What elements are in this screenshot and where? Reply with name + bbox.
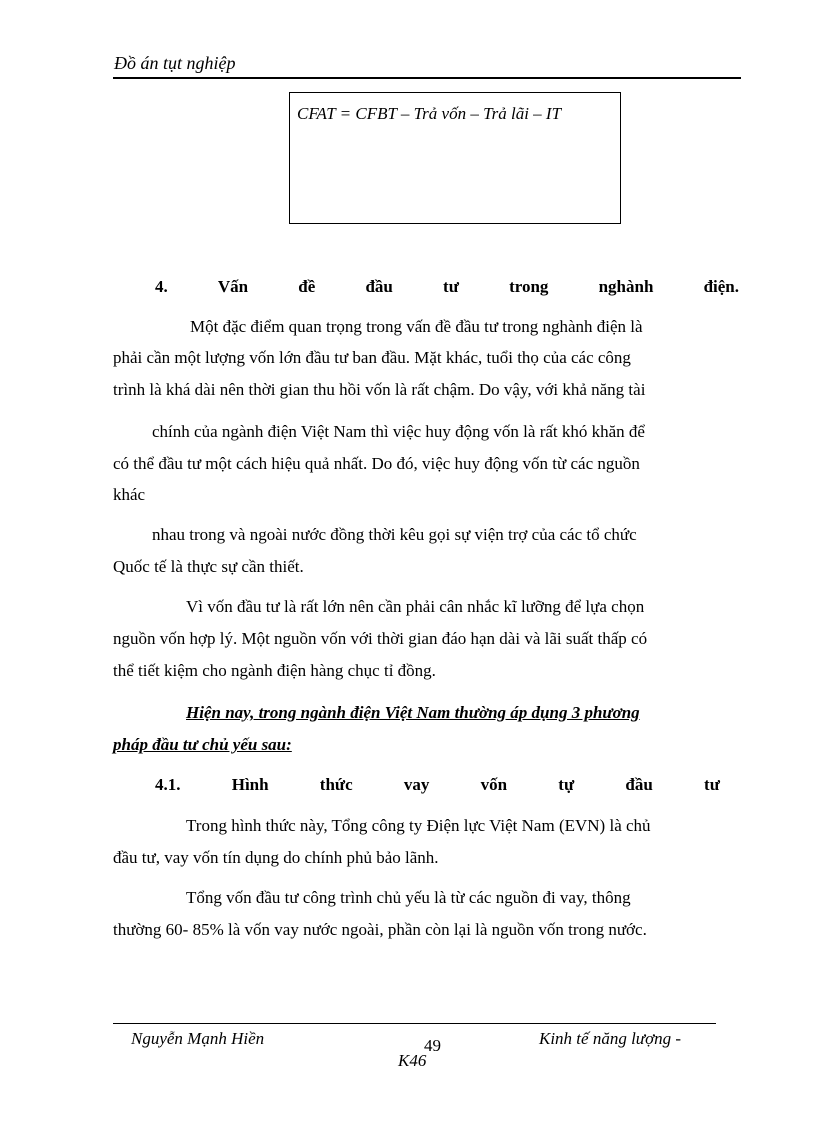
heading-word: trong [509,277,549,296]
paragraph-line: phải cần một lượng vốn lớn đầu tư ban đầu. Mặt khác, tuổi thọ của các công [113,348,631,367]
heading-word: tự [558,775,575,794]
highlight-line: pháp đầu tư chủ yếu sau: [113,735,292,754]
heading-word: đầu [365,277,393,296]
heading-word: nghành [598,277,654,296]
heading-word: điện. [703,277,739,296]
paragraph-line: thể tiết kiệm cho ngành điện hàng chục tỉ đồng. [113,661,436,680]
heading-word: đề [298,277,316,296]
paragraph-line: Một đặc điểm quan trọng trong vấn đề đầu tư trong nghành điện là [190,317,643,336]
paragraph-line: thường 60- 85% là vốn vay nước ngoài, phần còn lại là nguồn vốn trong nước. [113,920,647,939]
paragraph-line: Vì vốn đầu tư là rất lớn nên cần phải cân nhắc kĩ lưỡng để lựa chọn [186,597,645,616]
highlight-line: Hiện nay, trong ngành điện Việt Nam thường áp dụng 3 phương [186,703,640,722]
heading-word: đầu [625,775,653,794]
paragraph-line: có thể đầu tư một cách hiệu quả nhất. Do đó, việc huy động vốn từ các nguồn [113,454,640,473]
heading-word: 4.1. [155,775,181,794]
paragraph-line: Tổng vốn đầu tư công trình chủ yếu là từ các nguồn đi vay, thông [186,888,631,907]
heading-word: tư [443,277,459,296]
section-4-heading [155,277,739,297]
formula-text: CFAT = CFBT – Trả vốn – Trả lãi – IT [297,104,562,123]
paragraph-line: nhau trong và ngoài nước đồng thời kêu gọi sự viện trợ của các tổ chức [152,525,637,544]
heading-word: Hình [231,775,269,794]
footer-department: Kinh tế năng lượng - [539,1029,682,1048]
paragraph-line: đầu tư, vay vốn tín dụng do chính phủ bảo lãnh. [113,848,439,867]
heading-word: vốn [480,775,508,794]
header-rule [113,77,741,79]
heading-word: thức [319,775,353,794]
paragraph-line: nguồn vốn hợp lý. Một nguồn vốn với thời gian đáo hạn dài và lãi suất thấp có [113,629,648,648]
page-number: 49 [424,1036,441,1055]
section-4-1-heading [155,775,720,795]
footer-rule [113,1023,716,1024]
paragraph-line: Quốc tế là thực sự cần thiết. [113,557,304,576]
paragraph-line: trình là khá dài nên thời gian thu hồi vốn là rất chậm. Do vậy, với khả năng tài [113,380,646,399]
heading-word: tư [704,775,720,794]
header-title: Đồ án tụt nghiệp [114,53,236,73]
paragraph-line: chính của ngành điện Việt Nam thì việc huy động vốn là rất khó khăn để [152,422,645,441]
heading-word: Vấn [217,277,249,296]
heading-word: vay [403,775,430,794]
formula-box [289,92,621,224]
footer-class-code: K46 [398,1051,427,1070]
paragraph-line: khác [113,485,146,504]
heading-word: 4. [155,277,168,296]
paragraph-line: Trong hình thức này, Tổng công ty Điện lực Việt Nam (EVN) là chủ [186,816,651,835]
footer-author: Nguyễn Mạnh Hiền [131,1029,265,1048]
